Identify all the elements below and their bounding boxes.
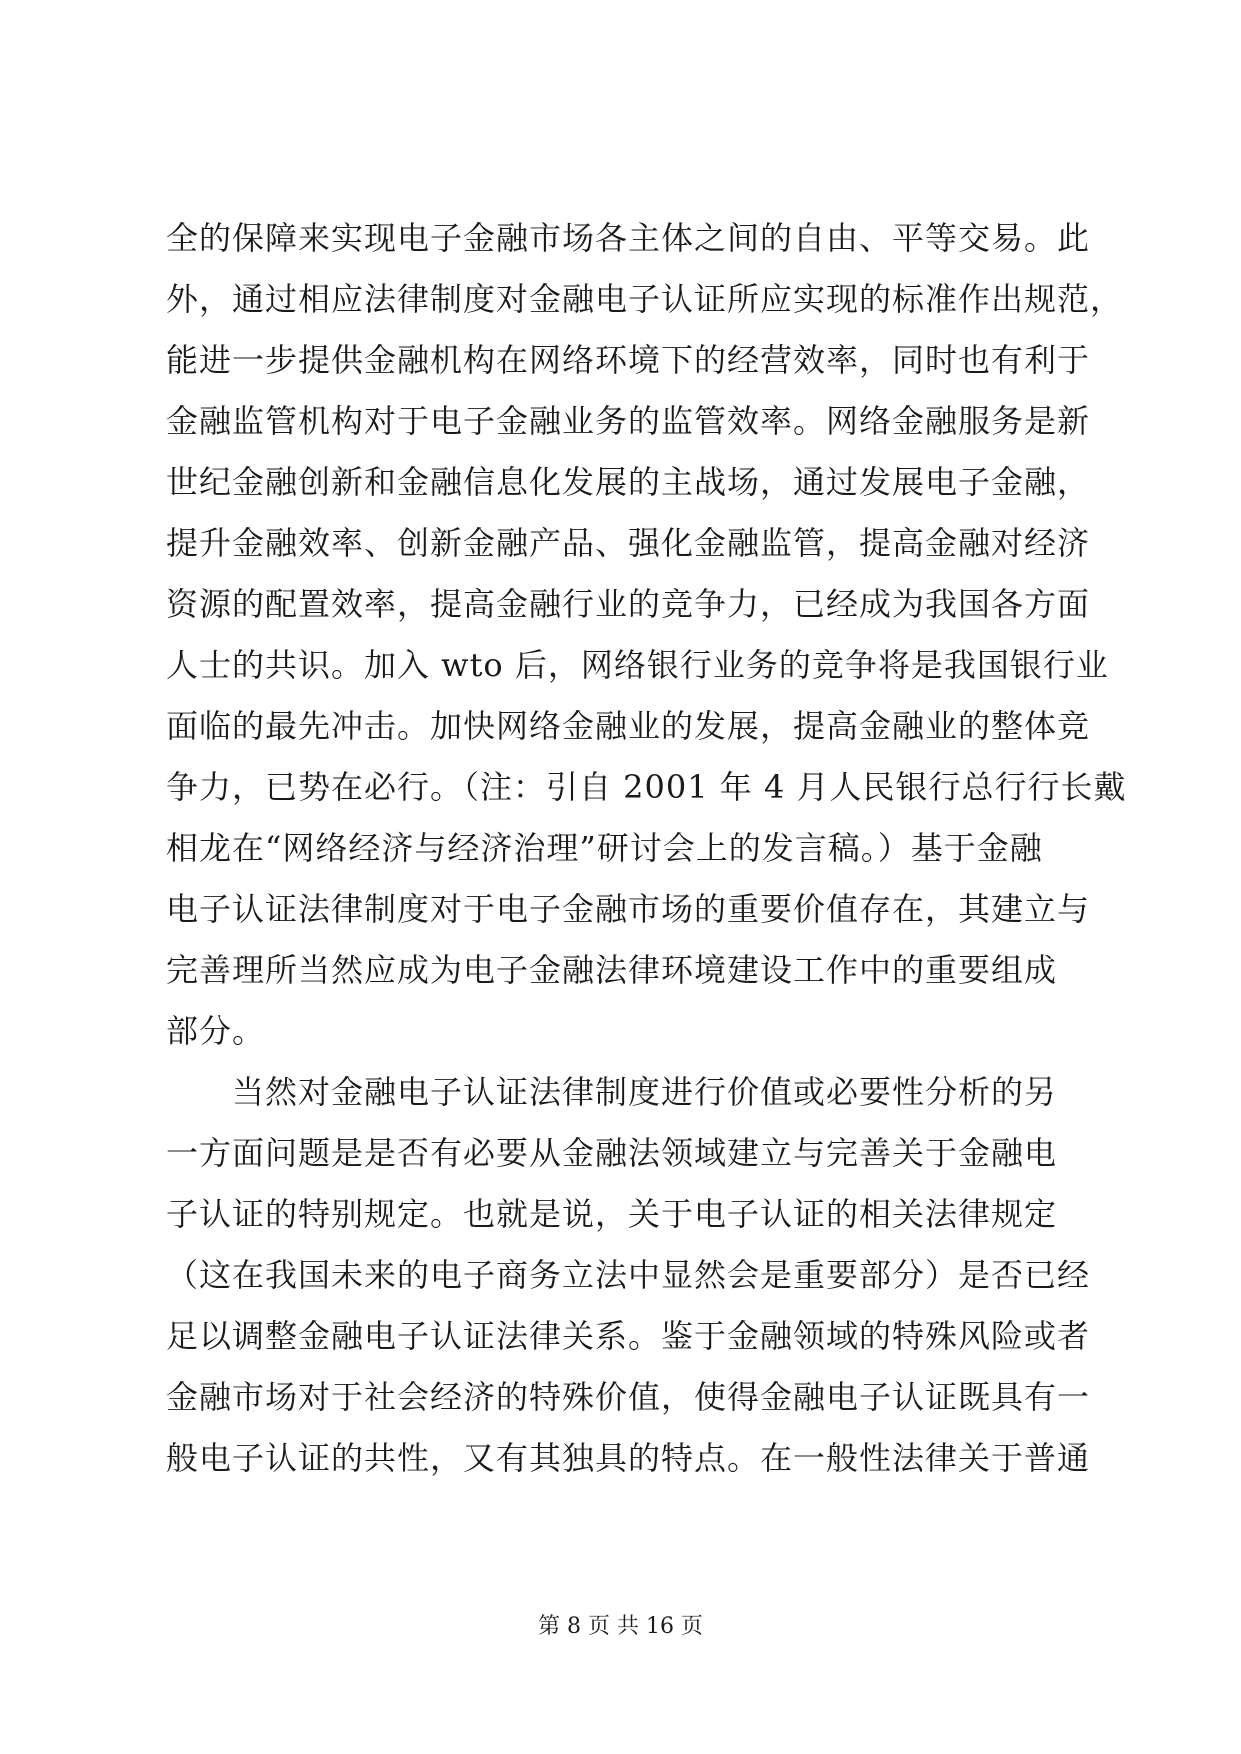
- text-line: 一方面问题是是否有必要从金融法领域建立与完善关于金融电: [166, 1134, 1058, 1172]
- text-line: 提升金融效率、创新金融产品、强化金融监管，提高金融对经济: [166, 524, 1091, 562]
- text-line: 争力，已势在必行。（注：引自 2001 年 4 月人民银行总行行长戴: [166, 768, 1127, 806]
- text-line: 能进一步提供金融机构在网络环境下的经营效率，同时也有利于: [166, 341, 1091, 379]
- text-line-indented: 当然对金融电子认证法律制度进行价值或必要性分析的另: [232, 1073, 1058, 1111]
- text-line: 般电子认证的共性，又有其独具的特点。在一般性法律关于普通: [166, 1439, 1091, 1477]
- paragraph-1: [166, 208, 1127, 1062]
- text-line: 面临的最先冲击。加快网络金融业的发展，提高金融业的整体竞: [166, 707, 1091, 745]
- text-line: 完善理所当然应成为电子金融法律环境建设工作中的重要组成: [166, 951, 1058, 989]
- text-line: 子认证的特别规定。也就是说，关于电子认证的相关法律规定: [166, 1195, 1058, 1233]
- paragraph-2: [166, 1062, 1091, 1489]
- text-line: 人士的共识。加入 wto 后，网络银行业务的竞争将是我国银行业: [166, 646, 1109, 684]
- text-line: 金融市场对于社会经济的特殊价值，使得金融电子认证既具有一: [166, 1378, 1091, 1416]
- page-number-footer: 第 8 页 共 16 页: [538, 1614, 703, 1639]
- text-line: 资源的配置效率，提高金融行业的竞争力，已经成为我国各方面: [166, 585, 1091, 623]
- text-line: 金融监管机构对于电子金融业务的监管效率。网络金融服务是新: [166, 402, 1091, 440]
- text-line: 部分。: [166, 1012, 266, 1050]
- text-line: 相龙在“网络经济与经济治理”研讨会上的发言稿。）基于金融: [166, 829, 1043, 867]
- text-line: 外，通过相应法律制度对金融电子认证所应实现的标准作出规范，: [166, 280, 1124, 318]
- document-body: [166, 208, 1127, 1489]
- text-line: 世纪金融创新和金融信息化发展的主战场，通过发展电子金融，: [166, 463, 1091, 501]
- text-line: 电子认证法律制度对于电子金融市场的重要价值存在，其建立与: [166, 890, 1091, 928]
- text-line: 足以调整金融电子认证法律关系。鉴于金融领域的特殊风险或者: [166, 1317, 1091, 1355]
- text-line: 全的保障来实现电子金融市场各主体之间的自由、平等交易。此: [166, 219, 1091, 257]
- text-line: （这在我国未来的电子商务立法中显然会是重要部分）是否已经: [166, 1256, 1091, 1294]
